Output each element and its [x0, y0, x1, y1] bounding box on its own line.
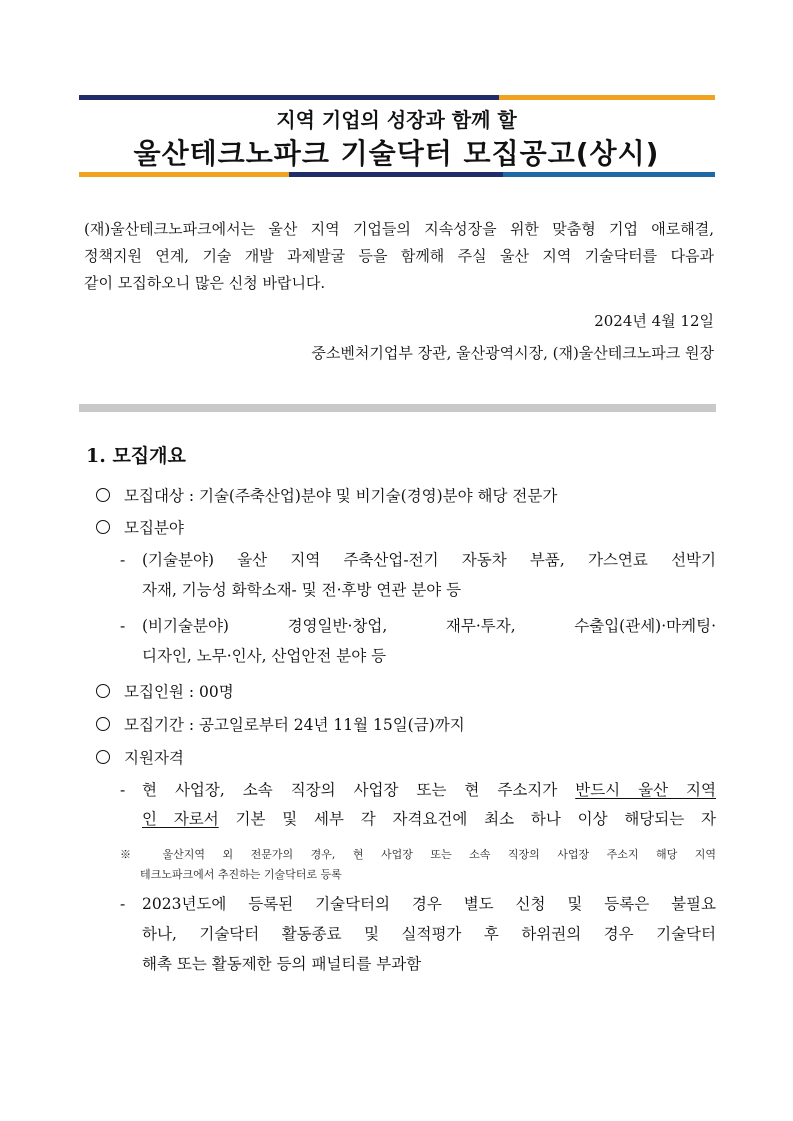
qualification-3-line-1: 2023년도에 등록된 기술닥터의 경우 별도 신청 및 등록은 불필요 — [142, 895, 716, 913]
qualification-text: 지원자격 — [124, 749, 184, 767]
header-bottom-bar-navy — [289, 172, 503, 177]
sub-item-qualification-1-cont — [142, 807, 716, 829]
field-text: 모집분야 — [124, 519, 184, 537]
circle-bullet-icon — [96, 520, 110, 534]
dash-bullet: - — [120, 781, 126, 799]
header-top-bar-navy — [79, 95, 499, 100]
qualification-underlined-2: 인 자로서 — [142, 810, 219, 828]
sub-item-qualification-2-cont-2: 해촉 또는 활동제한 등의 패널티를 부과함 — [142, 955, 422, 973]
intro-line-1: (재)울산테크노파크에서는 울산 지역 기업들의 지속성장을 위한 맞춤형 기업 애로해결, — [84, 220, 714, 238]
circle-bullet-icon — [96, 488, 110, 502]
sub-item-qualification-1 — [120, 778, 716, 800]
intro-line-3: 같이 모집하오니 많은 신청 바랍니다. — [84, 274, 326, 292]
sub-item-nontech-field — [120, 614, 716, 636]
signers: 중소벤처기업부 장관, 울산광역시장, (재)울산테크노파크 원장 — [311, 344, 714, 362]
list-item-headcount — [96, 680, 234, 702]
qualification-line-2: 기본 및 세부 각 자격요건에 최소 하나 이상 해당되는 자 — [218, 810, 716, 828]
header-top-bar-gold — [499, 95, 715, 100]
nontech-field-line-1: (비기술분야) 경영일반·창업, 재무·투자, 수출입(관세)·마케팅· — [142, 617, 716, 635]
sub-item-tech-field — [120, 548, 716, 570]
section-title-overview: 1. 모집개요 — [86, 445, 186, 467]
dash-bullet: - — [120, 551, 126, 569]
sub-item-qualification-2-cont-1: 하나, 기술닥터 활동종료 및 실적평가 후 하위권의 경우 기술닥터 — [142, 925, 716, 943]
intro-line-2: 정책지원 연계, 기술 개발 과제발굴 등을 함께해 주실 울산 지역 기술닥터를 다음과 — [84, 247, 714, 265]
sub-item-qualification-2 — [120, 892, 716, 914]
section-divider — [79, 404, 716, 412]
circle-bullet-icon — [96, 684, 110, 698]
tech-field-line-1: (기술분야) 울산 지역 주축산업-전기 자동차 부품, 가스연료 선박기 — [142, 551, 716, 569]
list-item-field — [96, 516, 184, 538]
list-item-target — [96, 484, 557, 506]
sub-item-nontech-field-cont: 디자인, 노무·인사, 산업안전 분야 등 — [142, 647, 387, 665]
headcount-text: 모집인원 : 00명 — [124, 683, 234, 701]
header-bottom-bar-teal — [503, 172, 715, 177]
period-text: 모집기간 : 공고일로부터 24년 11월 15일(금)까지 — [124, 716, 465, 734]
dash-bullet: - — [120, 895, 126, 913]
header-subtitle: 지역 기업의 성장과 함께 할 — [276, 108, 517, 132]
circle-bullet-icon — [96, 717, 110, 731]
list-item-qualification — [96, 746, 184, 768]
announcement-date: 2024년 4월 12일 — [594, 312, 714, 330]
qualification-line-1: 현 사업장, 소속 직장의 사업장 또는 현 주소지가 — [142, 781, 576, 799]
header-bottom-bar-gold — [79, 172, 289, 177]
note-line-2: 테크노파크에서 추진하는 기술닥터로 등록 — [140, 868, 342, 881]
sub-item-tech-field-cont: 자재, 기능성 화학소재- 및 전·후방 연관 분야 등 — [142, 581, 462, 599]
target-text: 모집대상 : 기술(주축산업)분야 및 비기술(경영)분야 해당 전문가 — [124, 487, 558, 505]
circle-bullet-icon — [96, 750, 110, 764]
qualification-underlined-1: 반드시 울산 지역 — [575, 781, 716, 799]
note-line-1: ※ 울산지역 외 전문가의 경우, 현 사업장 또는 소속 직장의 사업장 주소지 해당 지역 — [120, 848, 716, 861]
page-title: 울산테크노파크 기술닥터 모집공고(상시) — [133, 137, 660, 170]
list-item-period — [96, 713, 465, 735]
dash-bullet: - — [120, 617, 126, 635]
